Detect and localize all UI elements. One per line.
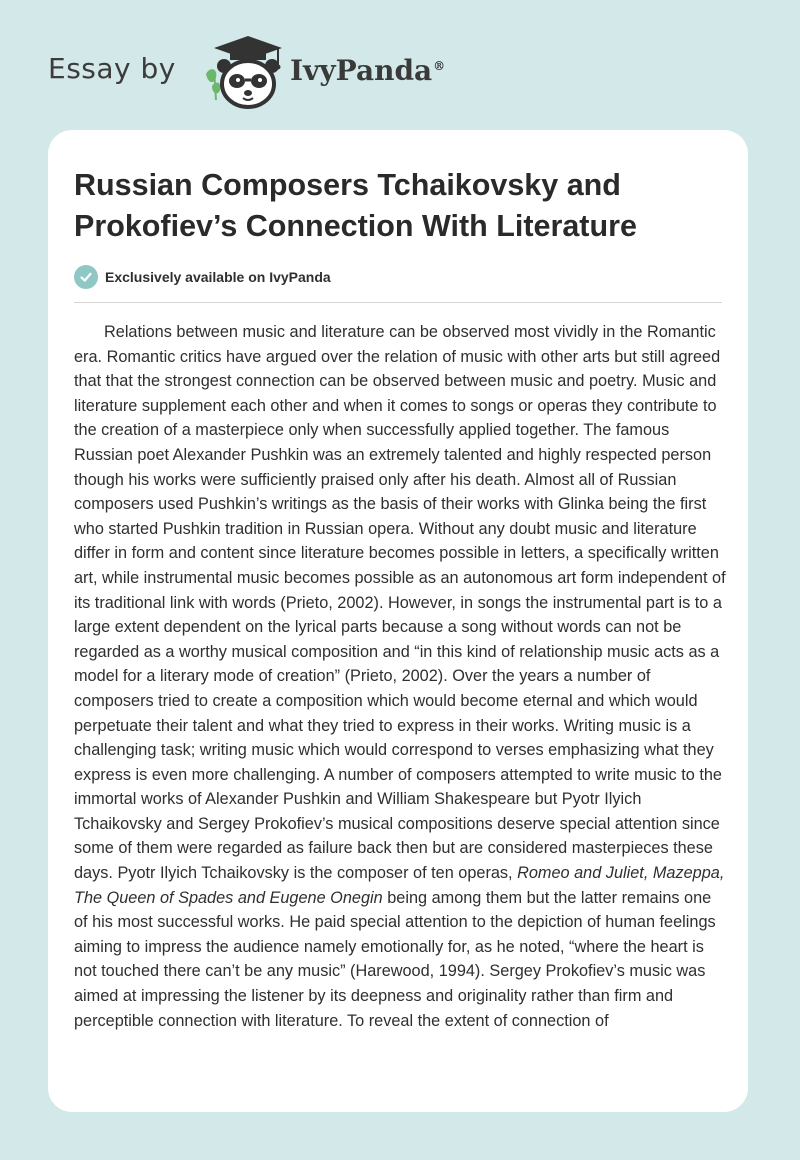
essay-title: Russian Composers Tchaikovsky and Prokofiev’s Connection With Literature xyxy=(74,168,637,243)
availability-badge xyxy=(74,264,331,290)
divider xyxy=(74,302,722,303)
badge-label: Exclusively available on IvyPanda xyxy=(105,269,331,285)
paragraph-text-1: Relations between music and literature can be observed most vividly in the Romantic era. Romantic critics have argued over the relation of music with other arts but still agreed that that the strongest connection can be observed between music and poetry. Music and literature supplement each other and when it comes to songs or operas they contribute to the creation of a masterpiece only when successfully applied together. The famous Russian poet Alexander Pushkin was an extremely talented and highly respected person though his works were sufficiently praised only after his death. Almost all of Russian composers used Pushkin’s writings as the basis of their works with Glinka being the first who started Pushkin tradition in Russian opera. Without any doubt music and literature differ in form and content since literature becomes possible in letters, a specifically written art, while instrumental music becomes possible as an autonomous art form independent of its traditional link with words (Prieto, 2002). However, in songs the instrumental part is to a large extent dependent on the lyrical parts because a song without words can not be regarded as a worthy musical composition and “in this kind of relationship music acts as a model for a literary mode of creation” (Prieto, 2002). Over the years a number of composers tried to create a composition which would become eternal and which would perpetuate their talent and what they tried to express in their works. Writing music is a challenging task; writing music which would correspond to verses emphasizing what they express is even more challenging. A number of composers attempted to write music to the immortal works of Alexander Pushkin and William Shakespeare but Pyotr Ilyich Tchaikovsky and Sergey Prokofiev’s musical compositions deserve special attention since some of them were regarded as failure back then but are considered masterpieces these days. Pyotr Ilyich Tchaikovsky is the composer of ten operas, xyxy=(74,323,726,883)
essay-paragraph xyxy=(74,320,726,1033)
site-header xyxy=(48,32,648,112)
brand-name[interactable]: IvyPanda® xyxy=(290,54,446,87)
essay-by-label: Essay by xyxy=(48,52,176,85)
panda-graduate-icon[interactable] xyxy=(200,34,286,110)
opera-titles: Romeo and Juliet, Mazeppa, The Queen of Spades and Eugene Onegin xyxy=(74,864,725,907)
checkmark-icon xyxy=(74,265,98,289)
paragraph-text-2: being among them but the latter remains one of his most successful works. He paid special attention to the depiction of human feelings aiming to impress the audience namely emotionally for, as he noted, “where the heart is not touched there can’t be any music” (Harewood, 1994). Sergey Prokofiev’s music was aimed at impressing the listener by its deepness and originality rather than firm and perceptible connection with literature. To reveal the extent of connection of xyxy=(74,888,716,1030)
essay-card xyxy=(48,130,748,1112)
